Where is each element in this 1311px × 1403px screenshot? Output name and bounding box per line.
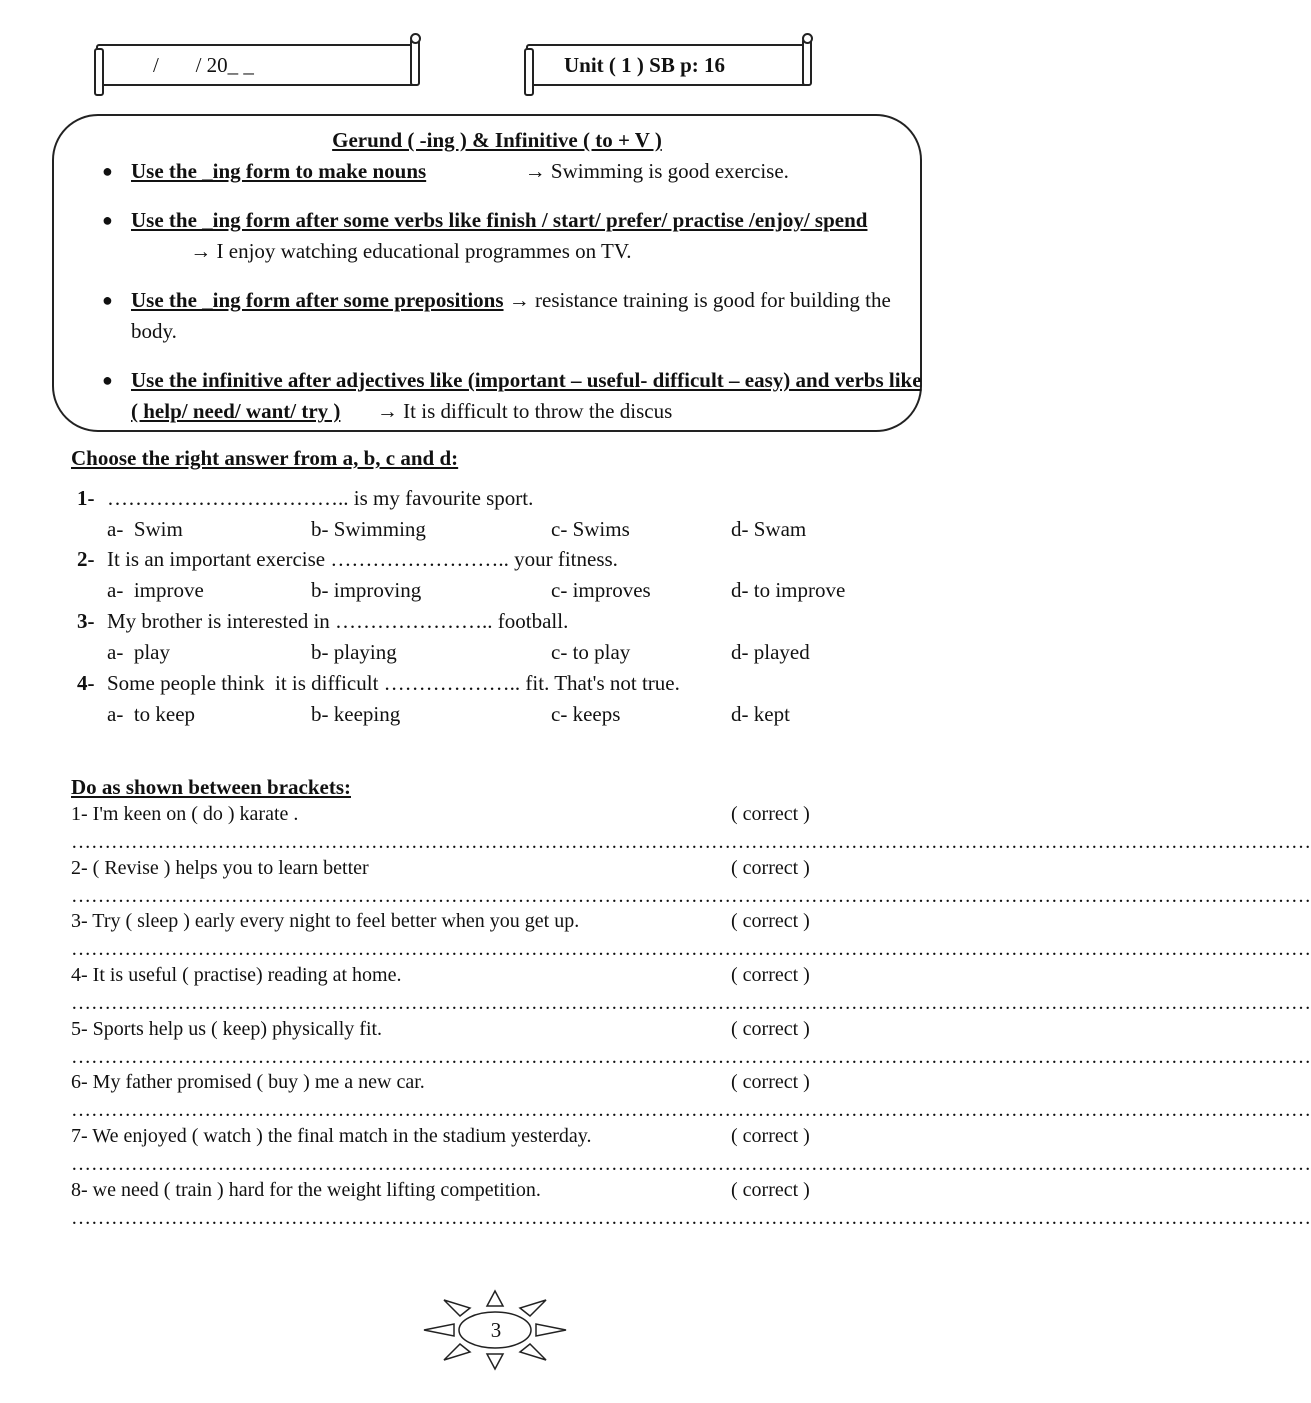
answer-line[interactable]: …………………………………………………………………………………………………………………………………………………………………… bbox=[71, 1099, 1311, 1121]
question-text: Some people think it is difficult ……………….. fit. That's not true. bbox=[107, 671, 680, 695]
answer-line[interactable]: …………………………………………………………………………………………………………………………………………………………………… bbox=[71, 938, 1311, 960]
option-d[interactable]: d- Swam bbox=[731, 517, 807, 541]
exercise-item: 5- Sports help us ( keep) physically fit. bbox=[71, 1018, 383, 1040]
bullet-icon: ● bbox=[102, 210, 113, 230]
page-number: 3 bbox=[490, 1318, 502, 1342]
rule-example: resistance training is good for building the body. bbox=[131, 288, 891, 343]
bullet-icon: ● bbox=[102, 290, 113, 310]
exercise-item: 8- we need ( train ) hard for the weight lifting competition. bbox=[71, 1179, 541, 1201]
option-d[interactable]: d- played bbox=[731, 640, 810, 664]
exercise-tag: ( correct ) bbox=[731, 1018, 810, 1040]
unit-box-curl bbox=[802, 33, 813, 44]
exercise-item: 7- We enjoyed ( watch ) the final match in the stadium yesterday. bbox=[71, 1125, 592, 1147]
question-number: 2- bbox=[77, 547, 95, 571]
arrow-icon: → bbox=[508, 288, 530, 312]
question-number: 1- bbox=[77, 486, 95, 510]
rule-example: Swimming is good exercise. bbox=[550, 159, 789, 183]
answer-line[interactable]: …………………………………………………………………………………………………………………………………………………………………… bbox=[71, 831, 1311, 853]
exercise-heading: Do as shown between brackets: bbox=[71, 775, 351, 799]
unit-label: Unit ( 1 ) SB p: 16 bbox=[564, 52, 726, 77]
bullet-icon: ● bbox=[102, 370, 113, 390]
mcq-heading: Choose the right answer from a, b, c and d: bbox=[71, 446, 459, 470]
rule-text: Use the _ing form after some verbs like finish / start/ prefer/ practise /enjoy/ spend bbox=[131, 208, 868, 232]
option-a[interactable]: a- play bbox=[107, 640, 170, 664]
option-c[interactable]: c- improves bbox=[551, 578, 651, 602]
option-a[interactable]: a- improve bbox=[107, 578, 204, 602]
exercise-tag: ( correct ) bbox=[731, 1125, 810, 1147]
question-number: 3- bbox=[77, 609, 95, 633]
answer-line[interactable]: …………………………………………………………………………………………………………………………………………………………………… bbox=[71, 992, 1311, 1014]
rule-text: Use the infinitive after adjectives like (important – useful- difficult – easy) and verbs like ( help/ need/ want/ try ) bbox=[131, 368, 922, 423]
option-c[interactable]: c- keeps bbox=[551, 702, 621, 726]
exercise-item: 3- Try ( sleep ) early every night to feel better when you get up. bbox=[71, 910, 580, 932]
arrow-icon: → bbox=[376, 399, 398, 423]
option-b[interactable]: b- keeping bbox=[311, 702, 401, 726]
answer-line[interactable]: …………………………………………………………………………………………………………………………………………………………………… bbox=[71, 885, 1311, 907]
rule-text: Use the _ing form after some prepositions bbox=[131, 288, 504, 312]
unit-box bbox=[526, 44, 810, 86]
date-box bbox=[96, 44, 418, 86]
option-c[interactable]: c- to play bbox=[551, 640, 631, 664]
option-d[interactable]: d- kept bbox=[731, 702, 790, 726]
exercise-tag: ( correct ) bbox=[731, 964, 810, 986]
exercise-item: 6- My father promised ( buy ) me a new car. bbox=[71, 1071, 425, 1093]
option-d[interactable]: d- to improve bbox=[731, 578, 846, 602]
rule-item bbox=[102, 365, 922, 427]
answer-line[interactable]: …………………………………………………………………………………………………………………………………………………………………… bbox=[71, 1046, 1311, 1068]
rule-example: I enjoy watching educational programmes on TV. bbox=[216, 239, 632, 263]
rules-title: Gerund ( -ing ) & Infinitive ( to + V ) bbox=[332, 128, 662, 152]
option-a[interactable]: a- Swim bbox=[107, 517, 183, 541]
question-text: It is an important exercise …………………….. your fitness. bbox=[107, 547, 618, 571]
exercise-tag: ( correct ) bbox=[731, 910, 810, 932]
question-text: …………………………….. is my favourite sport. bbox=[107, 486, 534, 510]
rule-example: It is difficult to throw the discus bbox=[403, 399, 673, 423]
exercise-tag: ( correct ) bbox=[731, 803, 810, 825]
exercise-tag: ( correct ) bbox=[731, 857, 810, 879]
rule-text: Use the _ing form to make nouns bbox=[131, 159, 427, 183]
answer-line[interactable]: …………………………………………………………………………………………………………………………………………………………………… bbox=[71, 1153, 1311, 1175]
option-b[interactable]: b- playing bbox=[311, 640, 397, 664]
exercise-tag: ( correct ) bbox=[731, 1179, 810, 1201]
option-a[interactable]: a- to keep bbox=[107, 702, 196, 726]
exercise-item: 1- I'm keen on ( do ) karate . bbox=[71, 803, 299, 825]
date-label: / / 20_ _ bbox=[153, 52, 254, 77]
rule-item bbox=[102, 285, 914, 347]
rule-item bbox=[102, 156, 914, 187]
option-c[interactable]: c- Swims bbox=[551, 517, 630, 541]
option-b[interactable]: b- Swimming bbox=[311, 517, 426, 541]
answer-line[interactable]: …………………………………………………………………………………………………………………………………………………………………… bbox=[71, 1207, 1311, 1229]
bullet-icon: ● bbox=[102, 161, 113, 181]
arrow-icon: → bbox=[190, 239, 212, 263]
arrow-icon: → bbox=[524, 159, 546, 183]
exercise-item: 2- ( Revise ) helps you to learn better bbox=[71, 857, 369, 879]
question-text: My brother is interested in ………………….. football. bbox=[107, 609, 569, 633]
date-box-curl bbox=[410, 33, 421, 44]
question-number: 4- bbox=[77, 671, 95, 695]
rule-item bbox=[102, 205, 914, 267]
exercise-tag: ( correct ) bbox=[731, 1071, 810, 1093]
exercise-item: 4- It is useful ( practise) reading at home. bbox=[71, 964, 402, 986]
option-b[interactable]: b- improving bbox=[311, 578, 422, 602]
